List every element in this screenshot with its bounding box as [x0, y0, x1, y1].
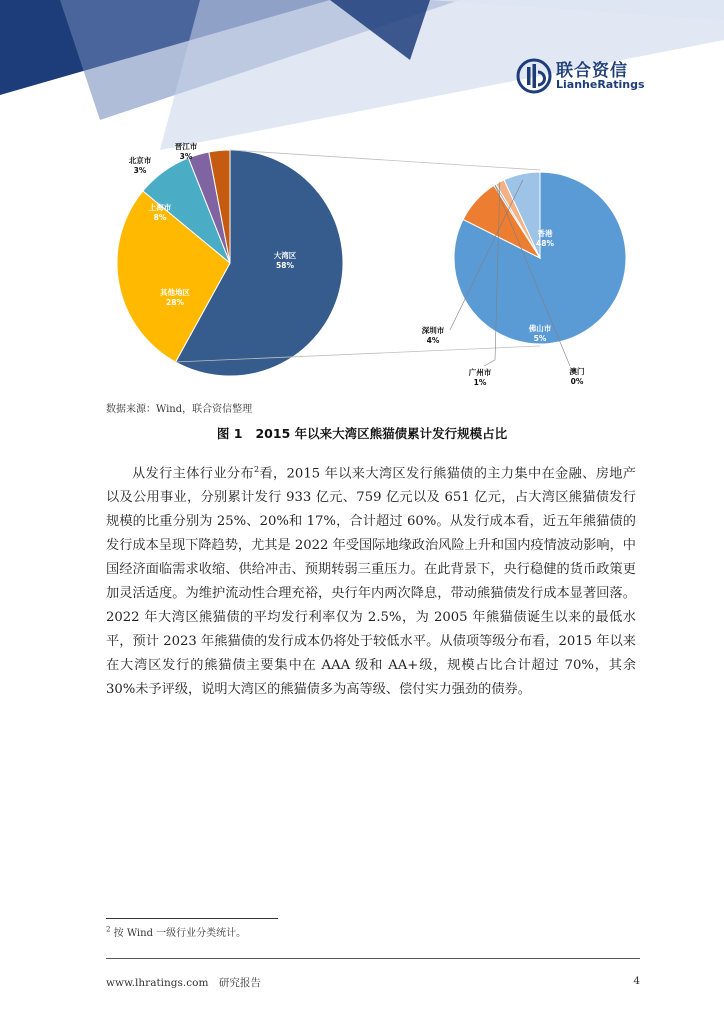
pie-label-4 [129, 155, 152, 175]
footer-site: www.lhratings.com 研究报告 [106, 977, 261, 989]
pie-label-5-line: 3% [179, 152, 193, 161]
subpie-label-2-line: 佛山市 [528, 324, 552, 333]
footer-divider [106, 958, 640, 959]
subpie-label-5-line: 深圳市 [421, 326, 445, 335]
pie-label-4-line: 北京市 [128, 156, 152, 165]
subpie-label-4-line: 广州市 [468, 368, 492, 377]
logo-name-en: LianheRatings [556, 78, 645, 91]
subpie-label-3-line: 0% [570, 377, 584, 386]
subpie-label-2-line: 5% [533, 334, 547, 343]
body-text-b: 看，2015 年以来大湾区发行熊猫债的主力集中在金融、房地产以及公用事业，分别累计发行 933 亿元、759 亿元以及 651 亿元，占大湾区熊猫债发行规模的比重分别为 25%、20%和 17%，合计超过 60%。从发行成本看，近五年熊猫债的发行成本呈现下降趋势，尤其是 2022 年受国际地缘政治风险上升和国内疫情波动影响，中国经济面临需求收缩、供给冲击、预期转弱三重压力。在此背景下，央行稳健的货币政策更加灵活适度。为维护流动性合理充裕，央行年内两次降息，带动熊猫债发行成本显著回落。2022 年大湾区熊猫债的平均发行利率仅为 2.5%，为 2005 年熊猫债诞生以来的最低水平，预计 2023 年熊猫债的发行成本仍将处于较低水平。从债项等级分布看，2015 年以来在大湾区发行的熊猫债主要集中在 AAA 级和 AA+级，规模占比合计超过 70%，其余 30%未予评级，说明大湾区的熊猫债多为高等级、偿付实力强劲的债券。 [106, 466, 636, 698]
figure-source: 数据来源：Wind，联合资信整理 [106, 404, 253, 415]
subpie-label-3 [570, 366, 585, 386]
pie-label-1-line: 58% [276, 261, 294, 270]
pie-label-4-line: 3% [133, 166, 147, 175]
logo-name-cn: 联合资信 [556, 61, 628, 81]
subpie-label-4 [469, 367, 492, 387]
pie-label-2-line: 其他地区 [160, 288, 190, 297]
footnote [106, 924, 246, 939]
subpie-label-5-line: 4% [426, 336, 440, 345]
figure-number: 图 1 [216, 426, 243, 441]
pie-label-1-line: 大湾区 [273, 251, 297, 260]
figure-caption [0, 424, 724, 442]
body-text-a: 从发行主体行业分布 [132, 466, 254, 482]
pie-label-2-line: 28% [166, 298, 184, 307]
pie-of-pie-chart [100, 138, 660, 398]
brand-logo [516, 56, 656, 96]
pie-label-3-line: 上海市 [148, 203, 172, 212]
logo-mark-icon [516, 58, 552, 94]
subpie-label-1-line: 48% [536, 239, 554, 248]
subpie-label-1-line: 香港 [537, 229, 553, 238]
footnote-ref[interactable]: 2 [253, 465, 260, 474]
page-number: 4 [633, 975, 640, 987]
subpie-label-4-line: 1% [473, 378, 487, 387]
footnote-number: 2 [106, 925, 111, 934]
body-paragraph [106, 458, 636, 702]
pie-label-5-line: 晋江市 [174, 142, 198, 151]
figure-title: 2015 年以来大湾区熊猫债累计发行规模占比 [255, 426, 508, 441]
subpie-label-5 [422, 325, 445, 345]
footnote-divider [106, 918, 278, 919]
pie-label-3-line: 8% [153, 213, 167, 222]
footnote-text: 按 Wind 一级行业分类统计。 [113, 928, 247, 939]
subpie-label-3-line: 澳门 [569, 367, 585, 376]
